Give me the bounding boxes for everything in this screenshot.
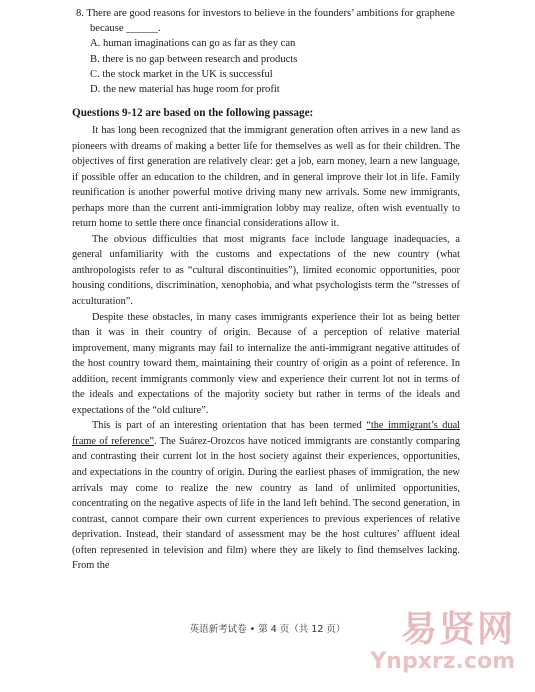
paragraph-3: Despite these obstacles, in many cases immigrants experience their lot as being better than it was in their country of origin. Because of a perception of relative material improvement, many migrants may fail to internalize the anti-immigrant negative attitudes of the host country toward them, maintaining their country of origin as a point of reference. In addition, recent immigrants commonly view and experience their current lot not in terms of the ideals and expectations of the majority society but rather in terms of the ideals and expectations of the “old culture”. [72, 311, 460, 416]
watermark-latin: Ynpxrz.com [370, 649, 515, 674]
paragraph-2: The obvious difficulties that most migrants face include language inadequacies, a general unfamiliarity with the customs and expectations of the new country (what anthropologists refer to as “cultural discontinuities”), limited economic opportunities, poor housing conditions, discrimination, xenophobia, and what psychologists term the “stresses of acculturation”. [72, 233, 460, 308]
page-footer: 英语新考试卷 • 第 4 页（共 12 页） [189, 624, 346, 635]
section-heading: Questions 9-12 are based on the following passage: [72, 107, 314, 119]
underlined-phrase: “the immigrant’s dual frame of reference” [72, 420, 461, 447]
watermark-chinese: 易贤网 [400, 609, 515, 650]
option-c: C. the stock market in the UK is successful [90, 68, 273, 80]
paragraph-1: It has long been recognized that the immigrant generation often arrives in a new land as pioneers with dreams of making a better life for themselves as well as for their children. The objectives of first generation are relatively clear: get a job, earn money, learn a new language, if possible offer an education to the children, and in general improve their lot in life. Family reunification is another powerful motive driving many new arrivals. Some new immigrants, perhaps more than the current anti-immigration lobby may realize, often wish eventually to return home to settle there once financial considerations allow it. [72, 125, 460, 230]
option-d: D. the new material has huge room for profit [90, 84, 280, 96]
option-b: B. there is no gap between research and products [90, 53, 298, 65]
site-watermark [355, 610, 515, 674]
question-8-stem: 8. There are good reasons for investors to believe in the founders’ ambitions for graphene because ______. [76, 8, 455, 35]
paragraph-4-rest: . The Suárez-Orozcos have noticed immigrants are constantly comparing and contrasting their current lot in the host society against their experiences, opportunities, and expectations in the country of origin. During the earliest phases of immigration, the new arrivals may come to realize the new country as land of unlimited opportunities, concentrating on the negative aspects of life in the land left behind. The second generation, in contrast, cannot compare their own current experiences to previous experiences of relative deprivation. Instead, their standard of assessment may be the host cultures’ affluent ideal (often represented in television and film) where they are likely to find themselves lacking. From the [72, 435, 460, 572]
paragraph-4 [72, 418, 460, 573]
option-a: A. human imaginations can go as far as they can [90, 38, 296, 50]
paragraph-4-lead: This is part of an interesting orientation that has been termed [92, 420, 367, 432]
question-8 [76, 6, 456, 97]
reading-passage [72, 123, 460, 574]
